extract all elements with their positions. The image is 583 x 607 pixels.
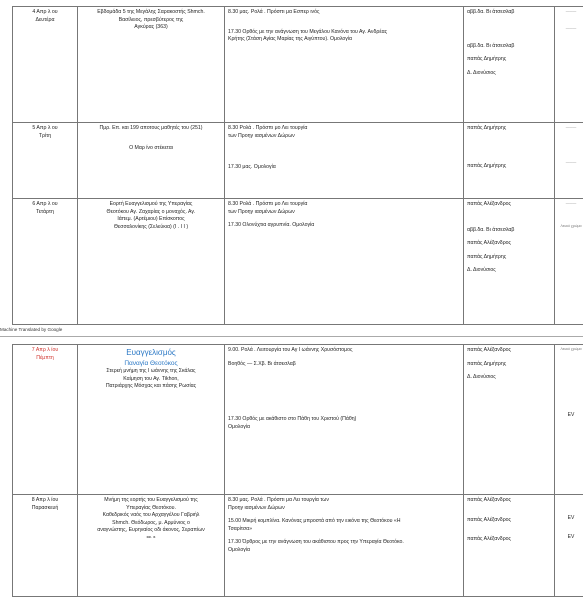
schedule-table-bottom <box>12 344 583 597</box>
priest-name: παπάς Αλέξανδρος <box>467 497 512 503</box>
priest-name: παπάς Δημήτρης <box>467 56 507 63</box>
day-label: 4 Απρ λ ου <box>32 9 58 15</box>
event-line: Ιάπεμ. (Αρτέμιου) Επίσκοπος <box>117 216 185 223</box>
machine-translation-label: Machine Translated by Google <box>0 327 63 332</box>
vestment-mark: EV <box>567 534 575 541</box>
schedule-line: 8.30 μας. Ρολά . Πρόσπι μα Εσπερ ινός <box>228 9 320 15</box>
priest-name: παπάς Αλέξανδρος <box>467 536 512 543</box>
event-cell <box>78 345 225 495</box>
schedule-line: Κρήτης (Στάση Αγίας Μαρίας της Αιγύπτου). Ομολογία <box>228 36 352 43</box>
date-cell <box>13 345 78 495</box>
schedule-line: Προηγ ιασμένων Δώρων <box>228 504 285 511</box>
schedule-line: 8.30 μας. Ρολά . Πρόσπι μα Λει τουργία των <box>228 497 329 503</box>
table-row <box>13 7 583 123</box>
feast-title: Ευαγγελισμός <box>126 348 176 357</box>
table-row <box>13 123 583 199</box>
schedule-line: 8.30 Ρολά . Πρόσπι μο Λει τουργία <box>228 201 308 207</box>
schedule-table-top <box>12 6 583 325</box>
weekday-label: Παρασκευή <box>31 504 59 511</box>
event-cell <box>78 7 225 123</box>
event-cell <box>78 495 225 597</box>
schedule-cell <box>225 7 464 123</box>
weekday-label: Πέμπτη <box>36 354 54 361</box>
priest-name: παπάς Δημήτρης <box>467 253 507 260</box>
day-label: 5 Απρ λ ου <box>32 125 58 131</box>
weekday-label: Τετάρτη <box>36 208 54 215</box>
weekday-label: Τρίτη <box>38 132 52 139</box>
event-line: Πατριάρχης Μόσχας και πάσης Ρωσίας <box>105 383 197 390</box>
priests-cell <box>464 495 555 597</box>
priest-name: αββ.δα. Βι άτσεσλαβ <box>467 9 515 15</box>
vestment-mark: ——— <box>565 201 577 205</box>
schedule-cell <box>225 199 464 325</box>
schedule-line: Βοηθός — Σ.Χβ. Βι άτσεσλαβ <box>228 360 296 367</box>
table-row <box>13 495 583 597</box>
page-divider <box>0 336 583 337</box>
table-row <box>13 199 583 325</box>
priest-name: παπάς Αλέξανδρος <box>467 516 512 523</box>
priest-name: αββ.δα. Βι άτσεσλαβ <box>467 226 515 233</box>
event-line: Στερεή μνήμη της Ι ωάννης της Σκάλας <box>106 368 196 375</box>
schedule-line: 17.30 Ορθός με την ανάγνωση του Μεγάλου Κανόνα του Αγ. Ανδρέας <box>228 28 388 35</box>
event-line: Εορτή Ευαγγελισμού της Υπεραγίας <box>109 201 193 207</box>
vestment-mark: Λευκό χρώμα <box>560 347 582 351</box>
schedule-line: 17.30 μας. Ομολογία <box>228 164 276 171</box>
weekday-label: Δευτέρα <box>35 16 55 23</box>
schedule-line: Ομολογία <box>228 423 250 430</box>
priests-cell <box>464 345 555 495</box>
mark-cell <box>555 345 583 495</box>
event-line: και. ιε <box>146 534 156 539</box>
vestment-mark: ——— <box>565 160 577 165</box>
vestment-mark: ——— <box>565 125 577 129</box>
priest-name: παπάς Αλέξανδρος <box>467 347 512 353</box>
mark-cell <box>555 123 583 199</box>
schedule-line: 17.30 Ολονύχτια αγρυπνία. Ομολογία <box>228 222 315 229</box>
mark-cell <box>555 199 583 325</box>
date-cell <box>13 199 78 325</box>
priest-name: Δ. Διονύσιος <box>467 267 496 274</box>
schedule-line: 9.00. Ρολά . Λειτουργία του Αγ Ι ωάννης Χρυσόστομος <box>228 347 353 353</box>
event-line: Ο Μαρ ίνο στέκεται <box>129 144 173 151</box>
priest-name: Δ. Διονύσιος <box>467 374 496 381</box>
table-row <box>13 345 583 495</box>
mark-cell <box>555 7 583 123</box>
date-cell <box>13 123 78 199</box>
event-line: αναγνώστης, Ευρηναίος οδι άκονος, Σεραπίων <box>97 527 205 534</box>
mark-cell <box>555 495 583 597</box>
event-line: Θεσσαλονίκης (Σελεύκια) (Ι . Ι Ι ) <box>113 223 189 230</box>
priest-name: παπάς Αλέξανδρος <box>467 240 512 247</box>
event-line: Καίμηση του Αγ. Tikhon, <box>123 375 179 382</box>
schedule-line: των Προηγ ιασμένων Δώρων <box>228 208 295 215</box>
date-cell <box>13 495 78 597</box>
priests-cell <box>464 7 555 123</box>
priests-cell <box>464 199 555 325</box>
priest-name: αββ.δα. Βι άτσεσλαβ <box>467 42 515 49</box>
schedule-line: Ομολογία <box>228 546 250 553</box>
priest-name: παπάς Δημήτρης <box>467 125 507 131</box>
feast-subtitle: Παναγία Θεοτόκος <box>124 359 178 367</box>
event-line: Μνήμη της εορτής του Ευαγγελισμού της <box>104 497 198 503</box>
vestment-mark: EV <box>567 515 575 521</box>
vestment-mark: Λευκό χρώμα <box>560 224 582 229</box>
day-label: 7 Απρ λ ίου <box>31 347 59 353</box>
schedule-line: 17.30 Όρθρος με την ανάγνωση του ακάθιστου προς την Υπεραγία Θεοτόκο. <box>228 539 404 546</box>
event-line: Θεοτόκου Αγ. Ζαχαρίας ο μοναχός. Αγ. <box>106 208 196 215</box>
vestment-mark: ——— <box>565 9 577 13</box>
vestment-mark: EV <box>567 412 575 419</box>
event-line: Πμρ. Επ. και 199 αποτους μαθητές του (251) <box>99 125 203 131</box>
schedule-cell <box>225 123 464 199</box>
event-line: Υπεραγίας Θεοτόκου. <box>126 504 176 511</box>
schedule-line: 17.30 Ορθός με ακάθιστο στο Πάθη του Χριστού (Πάθη) <box>228 416 357 423</box>
schedule-line: 15.00 Μικρή κομπλίνα. Κανόνας μπροστά από την εικόνα της Θεοτόκου «Η <box>228 518 401 525</box>
event-line: Καθεδρικός ναός του Αρχαγγέλου Γαβριήλ <box>102 512 200 519</box>
day-label: 8 Απρ λ ίου <box>31 497 59 503</box>
date-cell <box>13 7 78 123</box>
priests-cell <box>464 123 555 199</box>
event-line: Εβδομάδα 5 της Μεγάλης Σαρακοστής Shmch. <box>97 9 205 15</box>
event-cell <box>78 199 225 325</box>
event-line: Shmch. Θεόδωρος, μ. Αρμύνιος ο <box>112 519 190 526</box>
event-cell <box>78 123 225 199</box>
vestment-mark: ——— <box>565 26 577 31</box>
day-label: 6 Απρ λ ου <box>32 201 58 207</box>
schedule-line: 8.30 Ρολά . Πρόσπι μο Λει τουργία <box>228 125 308 131</box>
event-line: Αγκύρας (363) <box>134 24 168 31</box>
schedule-cell <box>225 495 464 597</box>
event-line: Βασίλειος, πρεσβύτερος της <box>118 16 184 23</box>
schedule-cell <box>225 345 464 495</box>
priest-name: παπάς Δημήτρης <box>467 162 507 169</box>
priest-name: παπάς Αλέξανδρος <box>467 201 512 207</box>
schedule-line: των Προηγ ιασμένων Δώρων <box>228 132 295 139</box>
priest-name: παπάς Δημήτρης <box>467 360 507 367</box>
schedule-line: Τσαρίτσα» <box>228 525 252 532</box>
priest-name: Δ. Διονύσιος <box>467 69 496 76</box>
